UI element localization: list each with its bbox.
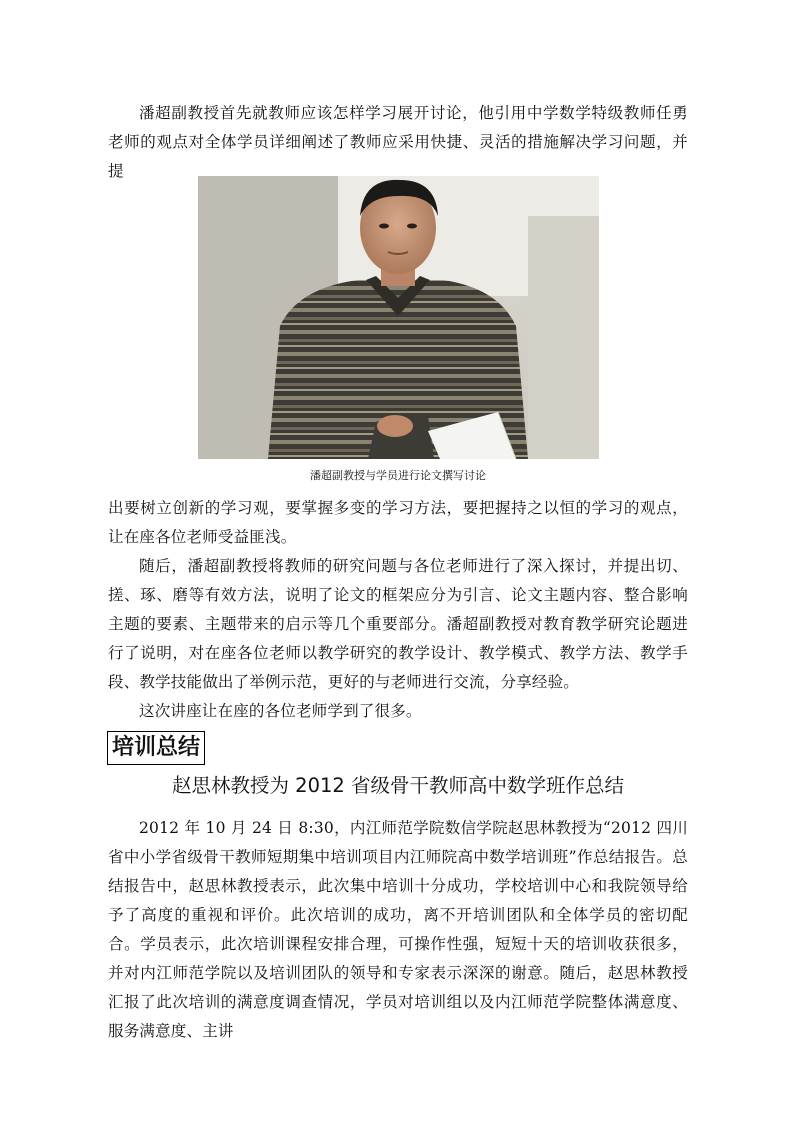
section-heading: 培训总结 [107,731,205,765]
article-title: 赵思林教授为 2012 省级骨干教师高中数学班作总结 [171,774,625,797]
paragraph-training-summary: 2012 年 10 月 24 日 8:30，内江师范学院数信学院赵思林教授为“2012 四川省中小学省级骨干教师短期集中培训项目内江师院高中数学培训班”作总结报告。总结报告中，赵思林教授表示，此次集中培训十分成功，学校培训中心和我院领导给予了高度的重视和评价。此次培训的成功，离不开培训团队和全体学员的密切配合。学员表示，此次培训课程安排合理，可操作性强，短短十天的培训收获很多，并对内江师范学院以及培训团队的领导和专家表示深深的谢意。随后，赵思林教授汇报了此次培训的满意度调查情况，学员对培训组以及内江师范学院整体满意度、服务满意度、主讲 [108,819,688,1040]
lecturer-image [198,176,599,459]
paragraph-discussion: 随后，潘超副教授将教师的研究问题与各位老师进行了深入探讨，并提出切、搓、琢、磨等有效方法，说明了论文的框架应分为引言、论文主题内容、整合影响主题的要素、主题带来的启示等几个重要部分。潘超副教授对教育教学研究论题进行了说明，对在座各位老师以教学研究的教学设计、教学模式、教学方法、教学手段、教学技能做出了举例示范，更好的与老师进行交流，分享经验。 [108,557,688,691]
lecture-photo [198,176,599,459]
paragraph-intro: 潘超副教授首先就教师应该怎样学习展开讨论，他引用中学数学特级教师任勇老师的观点对全体学员详细阐述了教师应采用快捷、灵活的措施解决学习问题，并提 [108,104,688,180]
paragraph-lecture-summary: 这次讲座让在座的各位老师学到了很多。 [139,702,422,720]
paragraph-intro-continued: 出要树立创新的学习观，要掌握多变的学习方法，要把握持之以恒的学习的观点，让在座各位老师受益匪浅。 [108,499,688,546]
photo-caption: 潘超副教授与学员进行论文撰写讨论 [310,469,486,482]
